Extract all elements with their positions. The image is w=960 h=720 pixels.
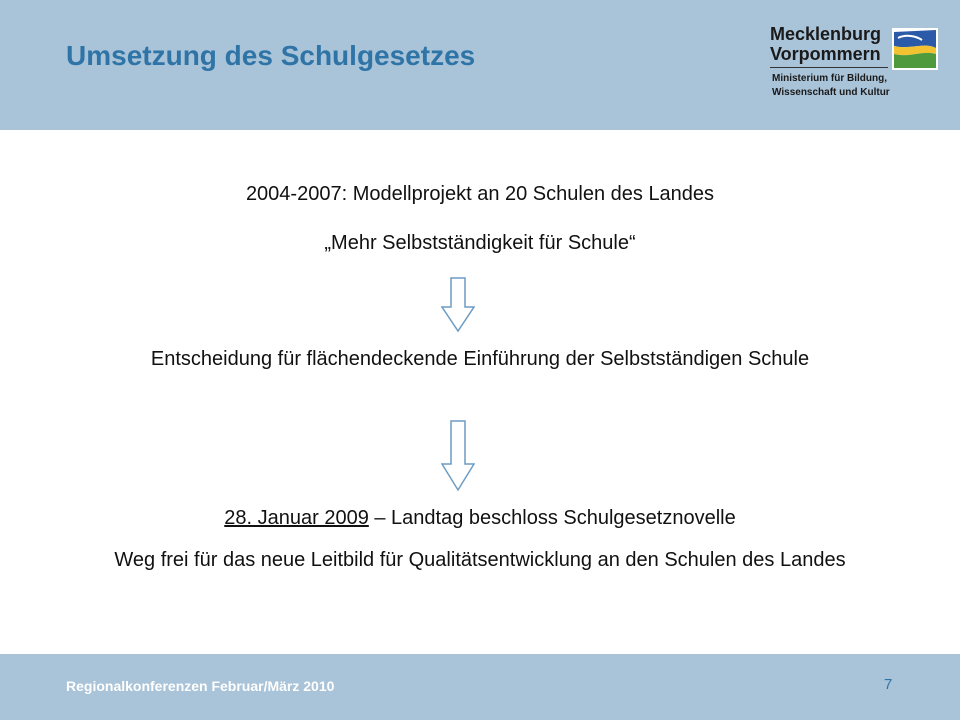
step1-line1: 2004-2007: Modellprojekt an 20 Schulen des Landes	[245, 183, 715, 205]
logo-sub-line2: Wissenschaft und Kultur	[772, 87, 890, 98]
logo-subtitle	[772, 72, 890, 100]
slide-title: Umsetzung des Schulgesetzes	[66, 40, 476, 71]
ministry-logo	[770, 24, 945, 104]
down-arrow-icon	[441, 277, 475, 333]
step2-text: Entscheidung für flächendeckende Einführung der Selbstständigen Schule	[150, 348, 810, 370]
step3-line2: Weg frei für das neue Leitbild für Qualitätsentwicklung an den Schulen des Landes	[114, 549, 846, 571]
footer-text: Regionalkonferenzen Februar/März 2010	[66, 678, 335, 694]
step1-line2: „Mehr Selbstständigkeit für Schule“	[324, 232, 636, 254]
footer-band	[0, 654, 960, 720]
page-number: 7	[884, 676, 893, 693]
state-emblem-icon	[892, 28, 938, 70]
header-band	[0, 0, 960, 130]
logo-divider	[770, 67, 888, 68]
down-arrow-icon	[441, 420, 475, 492]
logo-sub-line1: Ministerium für Bildung,	[772, 73, 887, 84]
logo-name-line2: Vorpommern	[770, 44, 881, 64]
step3-line1	[0, 507, 960, 530]
step3-date: 28. Januar 2009	[224, 507, 369, 529]
logo-name-line1: Mecklenburg	[770, 24, 882, 44]
step3-rest: – Landtag beschloss Schulgesetznovelle	[368, 507, 736, 529]
logo-name	[770, 24, 881, 64]
